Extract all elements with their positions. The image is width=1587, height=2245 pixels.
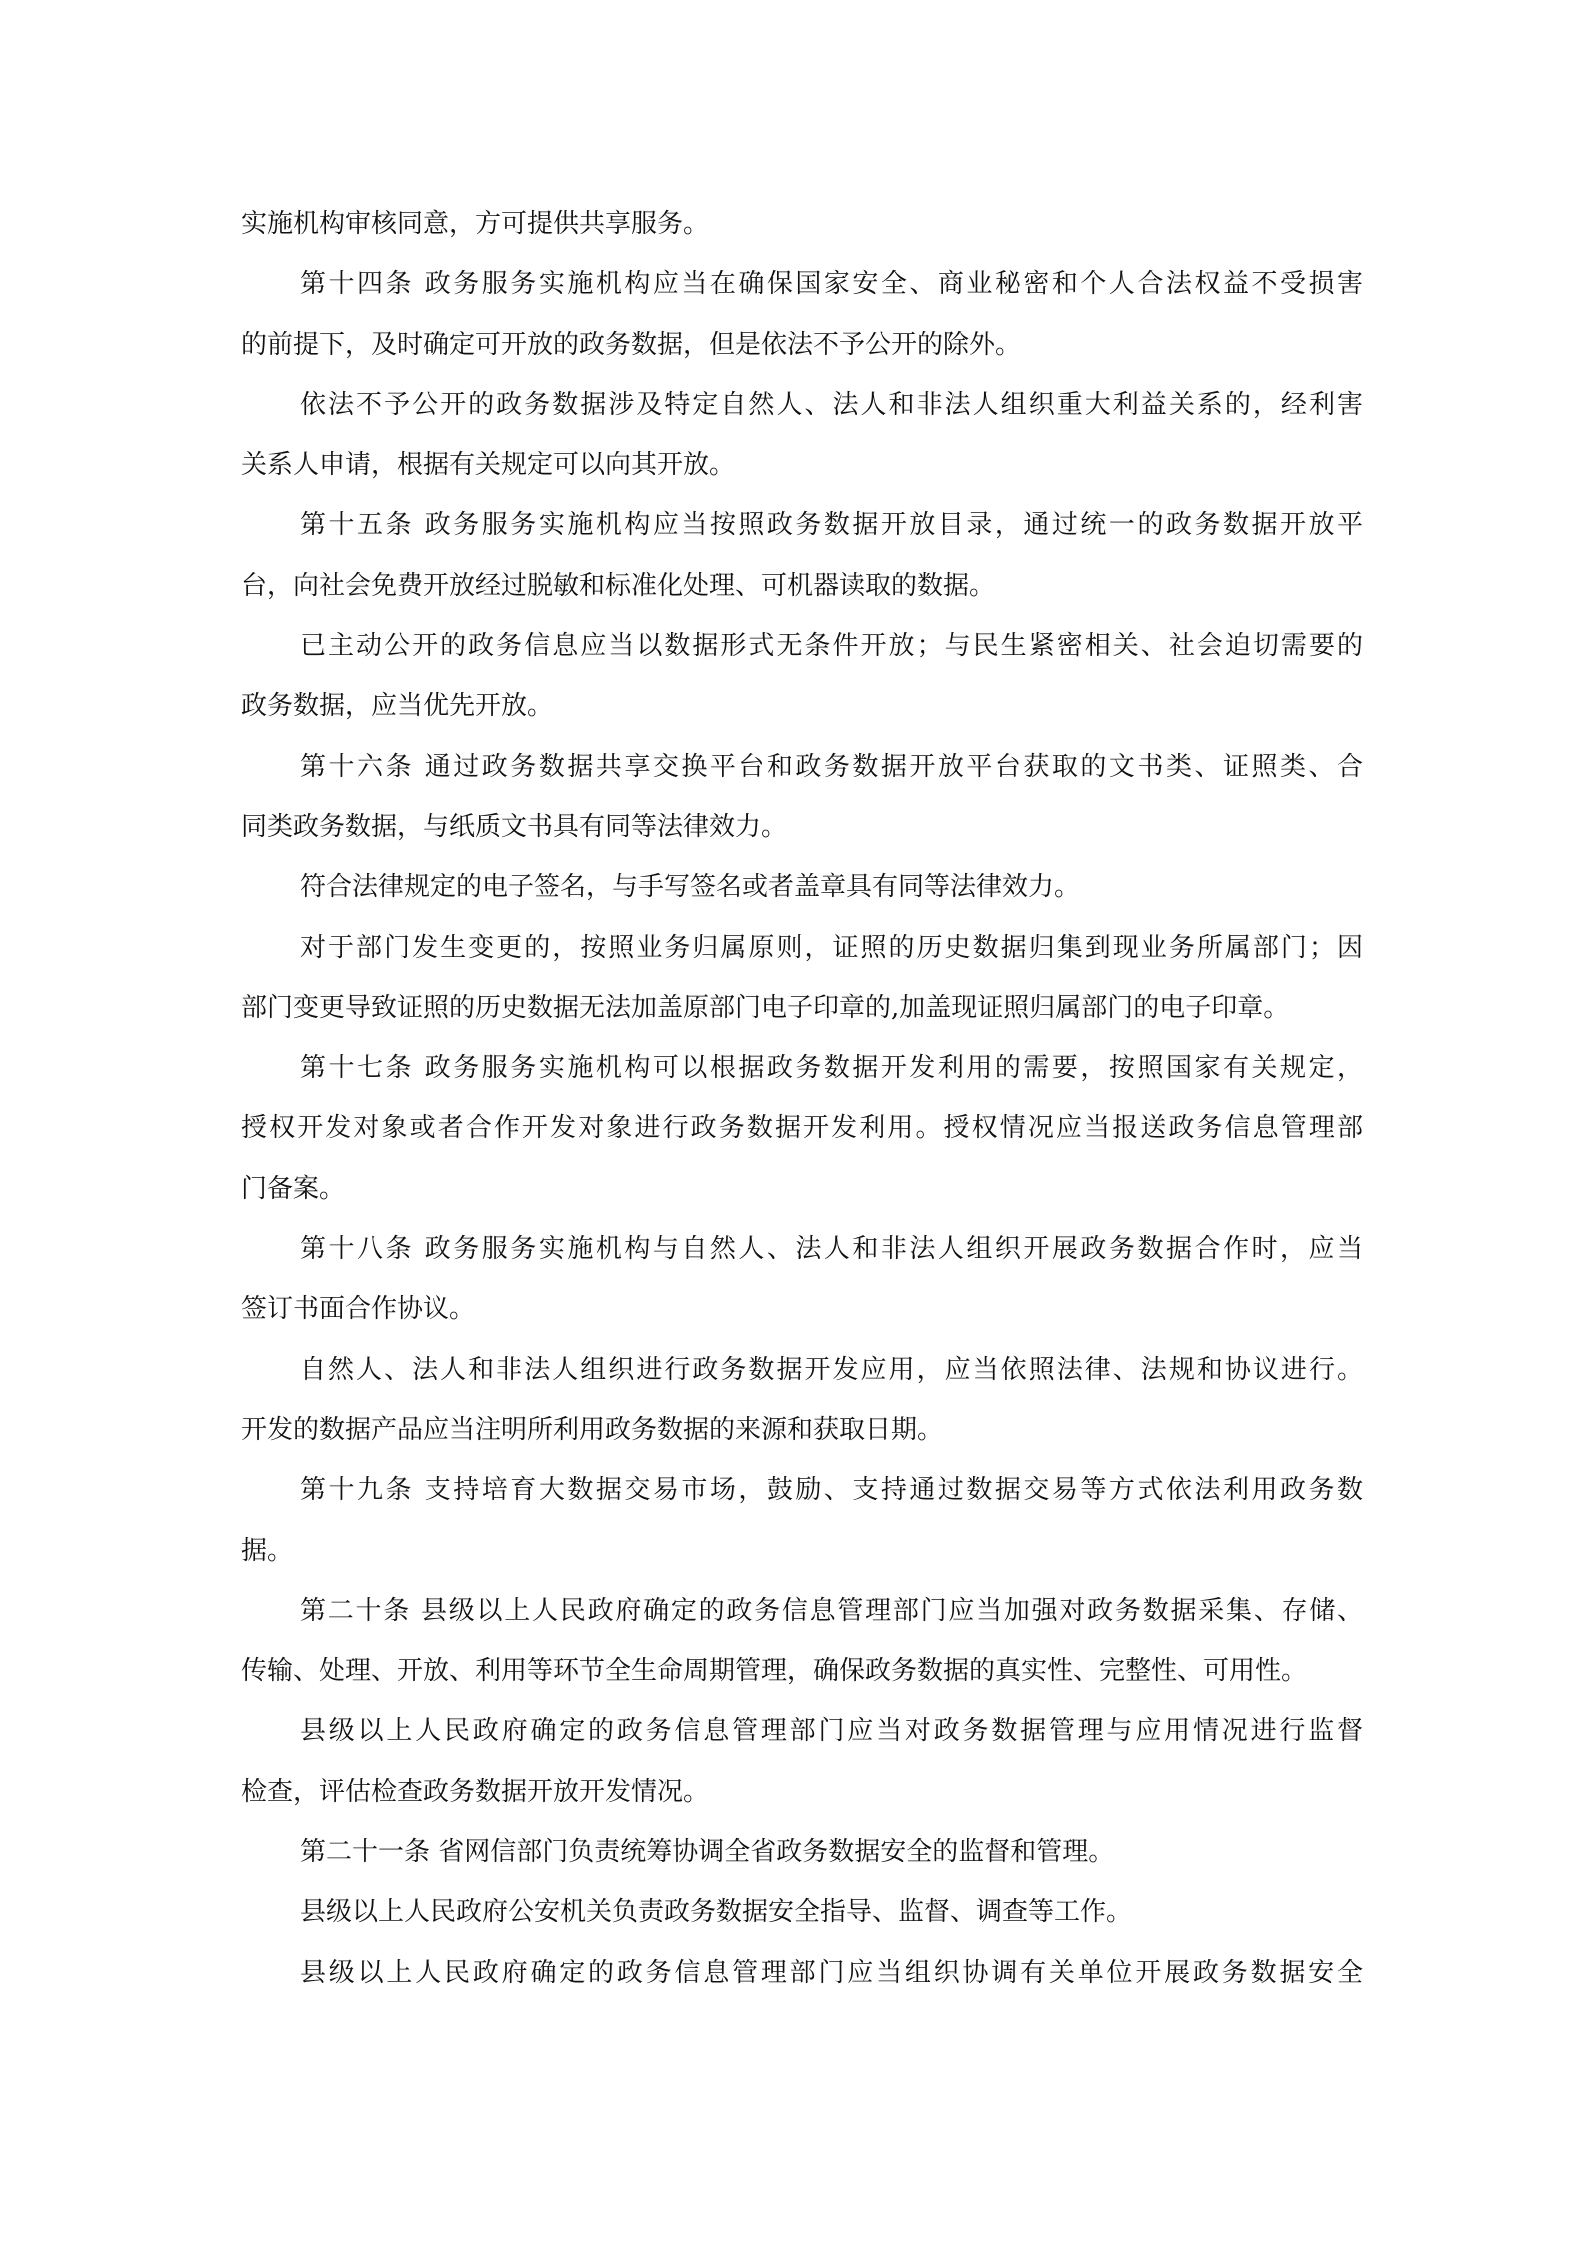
paragraph bbox=[241, 1460, 1363, 1581]
paragraph bbox=[241, 616, 1363, 737]
text-line: 开发的数据产品应当注明所利用政务数据的来源和获取日期。 bbox=[241, 1414, 944, 1445]
text-line: 第十五条 政务服务实施机构应当按照政务数据开放目录，通过统一的政务数据开放平 bbox=[300, 510, 1363, 541]
text-line: 符合法律规定的电子签名，与手写签名或者盖章具有同等法律效力。 bbox=[300, 872, 1081, 903]
paragraph bbox=[241, 1581, 1363, 1702]
text-line: 关系人申请，根据有关规定可以向其开放。 bbox=[241, 450, 736, 481]
text-line: 第二十一条 省网信部门负责统筹协调全省政务数据安全的监督和管理。 bbox=[300, 1837, 1115, 1868]
text-line: 同类政务数据，与纸质文书具有同等法律效力。 bbox=[241, 811, 788, 842]
text-line: 第二十条 县级以上人民政府确定的政务信息管理部门应当加强对政务数据采集、存储、 bbox=[300, 1595, 1363, 1626]
paragraph bbox=[241, 1822, 1363, 1882]
text-line: 县级以上人民政府确定的政务信息管理部门应当对政务数据管理与应用情况进行监督 bbox=[300, 1716, 1363, 1747]
text-line: 已主动公开的政务信息应当以数据形式无条件开放；与民生紧密相关、社会迫切需要的 bbox=[300, 631, 1363, 662]
paragraph bbox=[241, 1882, 1363, 1942]
paragraph bbox=[241, 737, 1363, 858]
text-line: 部门变更导致证照的历史数据无法加盖原部门电子印章的,加盖现证照归属部门的电子印章。 bbox=[241, 992, 1290, 1023]
text-line: 第十七条 政务服务实施机构可以根据政务数据开发利用的需要，按照国家有关规定， bbox=[300, 1053, 1363, 1084]
text-line: 第十九条 支持培育大数据交易市场，鼓励、支持通过数据交易等方式依法利用政务数 bbox=[300, 1475, 1363, 1506]
paragraph bbox=[241, 1219, 1363, 1340]
paragraph bbox=[241, 1038, 1363, 1219]
text-line: 的前提下，及时确定可开放的政务数据，但是依法不予公开的除外。 bbox=[241, 329, 1022, 360]
text-line: 政务数据，应当优先开放。 bbox=[241, 691, 554, 722]
text-line: 签订书面合作协议。 bbox=[241, 1294, 476, 1325]
paragraph bbox=[241, 1943, 1363, 2003]
paragraph bbox=[241, 254, 1363, 375]
text-line: 县级以上人民政府确定的政务信息管理部门应当组织协调有关单位开展政务数据安全 bbox=[300, 1957, 1363, 1988]
paragraph bbox=[241, 194, 1363, 254]
text-line: 对于部门发生变更的，按照业务归属原则，证照的历史数据归集到现业务所属部门；因 bbox=[300, 932, 1363, 963]
text-line: 实施机构审核同意，方可提供共享服务。 bbox=[241, 209, 710, 239]
text-line: 据。 bbox=[241, 1535, 294, 1566]
text-line: 授权开发对象或者合作开发对象进行政务数据开发利用。授权情况应当报送政务信息管理部 bbox=[241, 1113, 1363, 1144]
text-line: 第十八条 政务服务实施机构与自然人、法人和非法人组织开展政务数据合作时，应当 bbox=[300, 1234, 1363, 1265]
document-page bbox=[241, 194, 1363, 2003]
text-line: 县级以上人民政府公安机关负责政务数据安全指导、监督、调查等工作。 bbox=[300, 1897, 1133, 1928]
text-line: 第十六条 通过政务数据共享交换平台和政务数据开放平台获取的文书类、证照类、合 bbox=[300, 751, 1363, 782]
text-line: 传输、处理、开放、利用等环节全生命周期管理，确保政务数据的真实性、完整性、可用性。 bbox=[241, 1656, 1308, 1687]
text-line: 第十四条 政务服务实施机构应当在确保国家安全、商业秘密和个人合法权益不受损害 bbox=[300, 269, 1363, 300]
paragraph bbox=[241, 857, 1363, 917]
text-line: 台，向社会免费开放经过脱敏和标准化处理、可机器读取的数据。 bbox=[241, 570, 996, 601]
paragraph bbox=[241, 918, 1363, 1039]
paragraph bbox=[241, 1340, 1363, 1461]
text-line: 依法不予公开的政务数据涉及特定自然人、法人和非法人组织重大利益关系的，经利害 bbox=[300, 389, 1363, 420]
text-line: 检查，评估检查政务数据开放开发情况。 bbox=[241, 1776, 710, 1807]
paragraph bbox=[241, 1701, 1363, 1822]
text-line: 自然人、法人和非法人组织进行政务数据开发应用，应当依照法律、法规和协议进行。 bbox=[300, 1354, 1363, 1385]
paragraph bbox=[241, 375, 1363, 496]
paragraph bbox=[241, 495, 1363, 616]
text-line: 门备案。 bbox=[241, 1173, 346, 1204]
